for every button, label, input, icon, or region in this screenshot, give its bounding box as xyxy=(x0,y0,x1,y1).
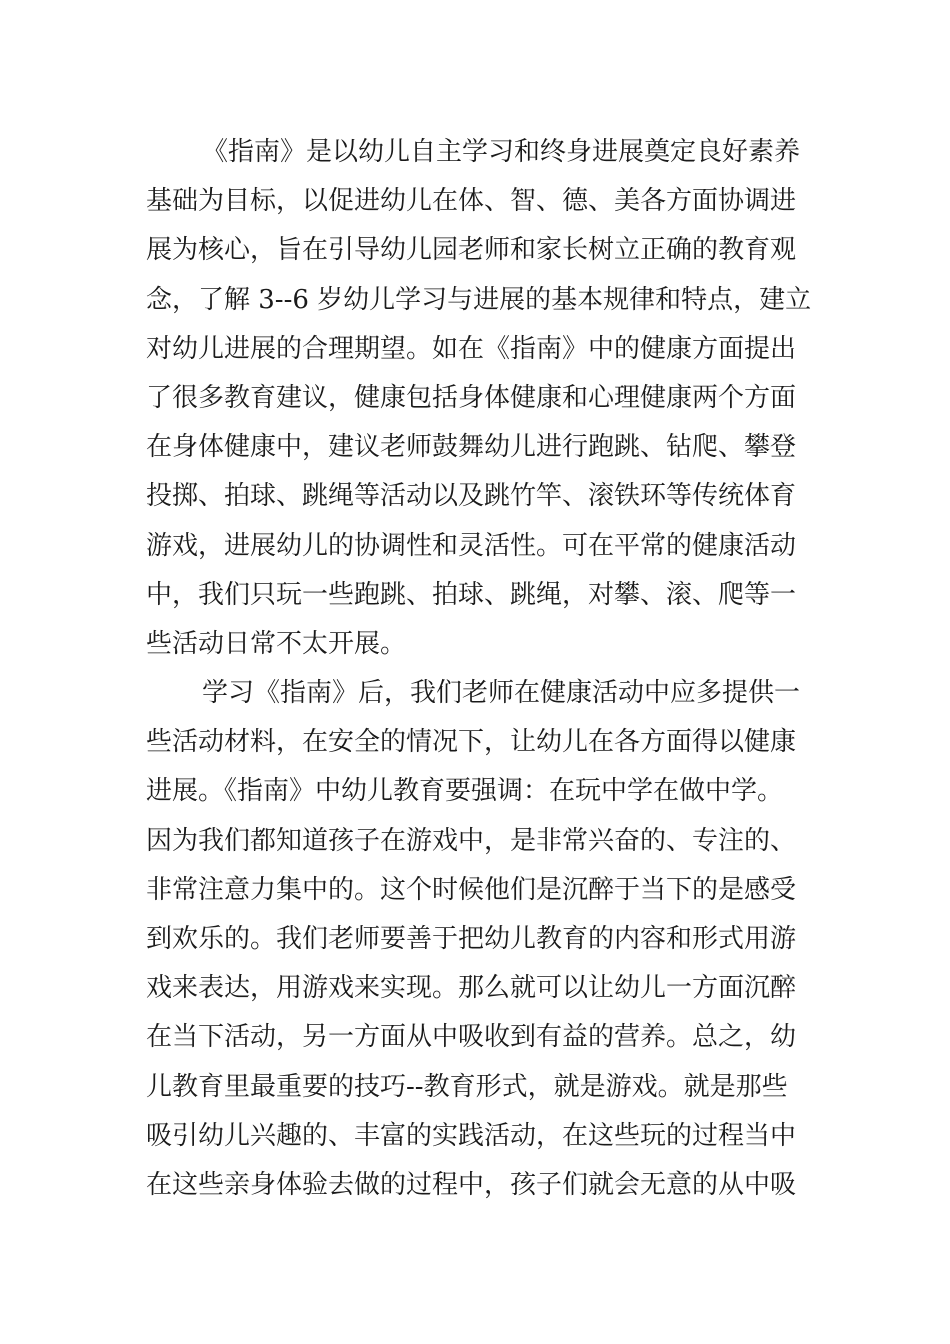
text-line: 吸引幼儿兴趣的、丰富的实践活动，在这些玩的过程当中 xyxy=(146,1120,797,1151)
paragraph-learning-through-play xyxy=(146,669,816,1210)
text-line: 中，我们只玩一些跑跳、拍球、跳绳，对攀、滚、爬等一 xyxy=(146,579,797,610)
text-line: 些活动日常不太开展。 xyxy=(146,628,407,659)
text-line: 投掷、拍球、跳绳等活动以及跳竹竿、滚铁环等传统体育 xyxy=(146,481,797,512)
text-line: 展为核心，旨在引导幼儿园老师和家长树立正确的教育观 xyxy=(146,235,797,266)
text-line: 非常注意力集中的。这个时候他们是沉醉于当下的是感受 xyxy=(146,874,797,905)
text-line: 学习《指南》后，我们老师在健康活动中应多提供一 xyxy=(202,678,801,709)
text-line: 基础为目标，以促进幼儿在体、智、德、美各方面协调进 xyxy=(146,186,797,217)
text-line: 到欢乐的。我们老师要善于把幼儿教育的内容和形式用游 xyxy=(146,924,797,954)
text-line: 对幼儿进展的合理期望。如在《指南》中的健康方面提出 xyxy=(146,333,797,364)
paragraph-guide-overview xyxy=(146,128,816,669)
text-line: 《指南》是以幼儿自主学习和终身进展奠定良好素养 xyxy=(202,137,801,167)
text-line: 进展。《指南》中幼儿教育要强调：在玩中学在做中学。 xyxy=(146,776,784,807)
text-line: 了很多教育建议，健康包括身体健康和心理健康两个方面 xyxy=(146,382,797,413)
text-line: 念，了解 3--6 岁幼儿学习与进展的基本规律和特点，建立 xyxy=(146,284,812,315)
text-line: 在当下活动，另一方面从中吸收到有益的营养。总之，幼 xyxy=(146,1022,797,1053)
body-text xyxy=(146,128,816,1210)
text-line: 在这些亲身体验去做的过程中，孩子们就会无意的从中吸 xyxy=(146,1169,797,1200)
text-line: 戏来表达，用游戏来实现。那么就可以让幼儿一方面沉醉 xyxy=(146,973,797,1004)
text-line: 因为我们都知道孩子在游戏中，是非常兴奋的、专注的、 xyxy=(146,825,797,856)
text-line: 在身体健康中，建议老师鼓舞幼儿进行跑跳、钻爬、攀登 xyxy=(146,432,797,463)
text-line: 些活动材料，在安全的情况下，让幼儿在各方面得以健康 xyxy=(146,727,797,758)
text-line: 游戏，进展幼儿的协调性和灵活性。可在平常的健康活动 xyxy=(146,530,797,561)
text-line: 儿教育里最重要的技巧--教育形式，就是游戏。就是那些 xyxy=(146,1071,788,1102)
